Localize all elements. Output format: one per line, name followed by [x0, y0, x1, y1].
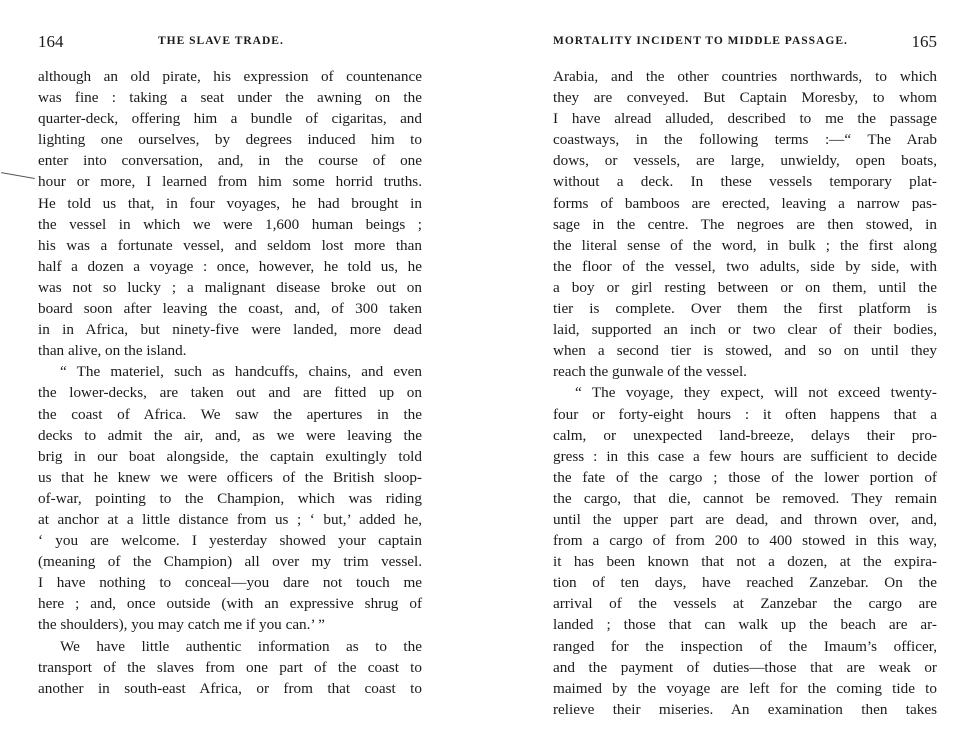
text-line: “ The materiel, such as handcuffs, chains, and even — [60, 363, 422, 381]
text-line: “ The voyage, they expect, will not exceed twenty- — [575, 384, 937, 402]
text-line: board soon after leaving the coast, and, of 300 taken — [38, 300, 422, 318]
text-line: the floor of the vessel, two adults, side by side, with — [553, 257, 937, 275]
text-line: us that he knew we were officers of the British sloop- — [38, 468, 422, 486]
text-line: without a deck. In these vessels temporary plat- — [553, 173, 937, 191]
text-line: ‘ you are welcome. I yesterday showed your captain — [38, 532, 422, 550]
text-line: than alive, on the island. — [38, 342, 187, 360]
text-line: lighting one ourselves, by degrees induced him to — [38, 131, 422, 149]
text-line: reach the gunwale of the vessel. — [553, 363, 747, 381]
text-line: He told us that, in four voyages, he had brought in — [38, 194, 422, 212]
left-running-head: THE SLAVE TRADE. — [158, 35, 284, 47]
left-header — [38, 32, 422, 52]
text-line: enter into conversation, and, in the course of one — [38, 152, 422, 170]
text-line: gress : in this case a few hours are sufficient to decide — [553, 447, 937, 465]
text-line: was not so lucky ; a malignant disease broke out on — [38, 278, 422, 296]
text-line: when a second tier is stowed, and so on until they — [553, 342, 937, 360]
text-line: the vessel in which we were 1,600 human beings ; — [38, 215, 422, 233]
text-line: at anchor at a little distance from us ; ‘ but,’ added he, — [38, 510, 422, 528]
margin-stroke — [0, 172, 35, 193]
text-line: it has been known that not a dozen, at the expira- — [553, 553, 937, 571]
left-page-number: 164 — [38, 32, 64, 51]
text-line: tier is complete. Over them the first platform is — [553, 300, 937, 318]
text-line: the coast of Africa. We saw the apertures in the — [38, 405, 422, 423]
text-line: transport of the slaves from one part of the coast to — [38, 658, 422, 676]
left-body-text — [38, 66, 422, 699]
text-line: (meaning of the Champion) all over my trim vessel. — [38, 553, 422, 571]
text-line: the literal sense of the word, in bulk ; the first along — [553, 236, 937, 254]
text-line: the cargo, that die, cannot be removed. They remain — [553, 489, 937, 507]
text-line: I have nothing to conceal—you dare not touch me — [38, 574, 422, 592]
right-header — [553, 32, 937, 52]
text-line: relieve their miseries. An examination then takes — [553, 700, 937, 718]
text-line: dows, or vessels, are large, unwieldy, open boats, — [553, 152, 937, 170]
text-line: ranged for the inspection of the Imaum’s officer, — [553, 637, 937, 655]
text-line: brig in our boat alongside, the captain exultingly told — [38, 447, 422, 465]
text-line: half a dozen a voyage : once, however, he told us, he — [38, 257, 422, 275]
text-line: his was a fortunate vessel, and seldom lost more than — [38, 236, 422, 254]
text-line: hour or more, I learned from him some horrid truths. — [38, 173, 422, 191]
text-line: they are conveyed. But Captain Moresby, to whom — [553, 89, 937, 107]
text-line: decks to admit the air, and, as we were leaving the — [38, 426, 422, 444]
text-line: laid, supported an inch or two clear of their bodies, — [553, 321, 937, 339]
text-line: forms of bamboos are erected, leaving a narrow pas- — [553, 194, 937, 212]
text-line: calm, or unexpected land-breeze, delays their pro- — [553, 426, 937, 444]
right-page — [490, 0, 980, 755]
text-line: tion of ten days, have reached Zanzebar. On the — [553, 574, 937, 592]
text-line: I have alread alluded, described to me the passage — [553, 110, 937, 128]
text-line: coastways, in the following terms :—“ The Arab — [553, 131, 937, 149]
text-line: sage in the centre. The negroes are then stowed, in — [553, 215, 937, 233]
text-line: was fine : taking a seat under the awning on the — [38, 89, 422, 107]
text-line: We have little authentic information as to the — [60, 637, 422, 655]
text-line: the shoulders), you may catch me if you can.’ ” — [38, 616, 325, 634]
text-line: the fate of the cargo ; those of the lower portion of — [553, 468, 937, 486]
text-line: from a cargo of from 200 to 400 stowed in this way, — [553, 532, 937, 550]
text-line: a boy or girl resting between or on them, until the — [553, 278, 937, 296]
text-line: Arabia, and the other countries northwards, to which — [553, 68, 937, 85]
text-line: of-war, pointing to the Champion, which was riding — [38, 489, 422, 507]
text-line: and the payment of duties—those that are weak or — [553, 658, 937, 676]
text-line: although an old pirate, his expression of countenance — [38, 68, 422, 85]
text-line: landed ; those that can walk up the beach are ar- — [553, 616, 937, 634]
text-line: in in Africa, but ninety-five were landed, more dead — [38, 321, 422, 339]
text-line: four or forty-eight hours : it often happens that a — [553, 405, 937, 423]
text-line: the lower-decks, are taken out and are fitted up on — [38, 384, 422, 402]
right-running-head: MORTALITY INCIDENT TO MIDDLE PASSAGE. — [553, 35, 848, 47]
text-line: another in south-east Africa, or from that coast to — [38, 679, 422, 697]
text-line: arrival of the vessels at Zanzebar the cargo are — [553, 595, 937, 613]
text-line: maimed by the voyage are left for the coming tide to — [553, 679, 937, 697]
text-line: here ; and, once outside (with an expressive shrug of — [38, 595, 422, 613]
text-line: quarter-deck, offering him a bundle of cigaritas, and — [38, 110, 422, 128]
right-body-text — [553, 66, 937, 720]
text-line: until the upper part are dead, and thrown over, and, — [553, 510, 937, 528]
right-page-number: 165 — [911, 32, 937, 51]
